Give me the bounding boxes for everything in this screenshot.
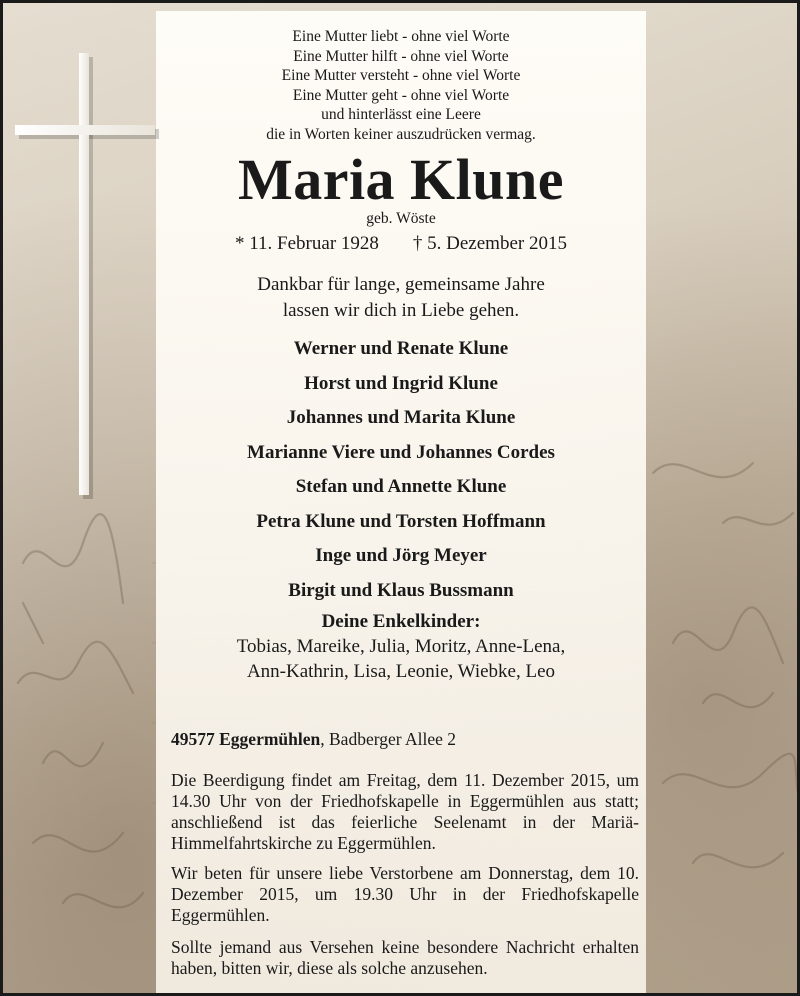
family-list [156,332,646,608]
family-member: Horst und Ingrid Klune [304,372,498,394]
family-member: Inge und Jörg Meyer [315,545,487,566]
family-member: Birgit und Klaus Bussmann [288,579,514,601]
grandchildren-line: Tobias, Mareike, Julia, Moritz, Anne-Lena, [236,636,566,657]
birth-date: * 11. Februar 1928 [235,233,379,254]
poem [156,27,646,144]
family-member: Werner und Renate Klune [293,338,509,359]
poem-line: Eine Mutter hilft - ohne viel Worte [293,47,509,65]
thanks-line: Dankbar für lange, gemeinsame Jahre [257,274,545,295]
grandchildren-names [156,634,646,684]
family-member: Petra Klune und Torsten Hoffmann [256,510,546,532]
family-member: Johannes und Marita Klune [286,407,516,428]
birth-name: geb. Wöste [366,210,436,227]
deceased-name: Maria Klune [237,147,565,212]
family-member: Marianne Viere und Johannes Cordes [247,441,555,463]
life-dates [156,232,646,256]
main-content [156,27,646,684]
address-city: 49577 Eggermühlen [171,729,321,749]
poem-line: Eine Mutter versteht - ohne viel Worte [281,67,521,84]
poem-line: die in Worten keiner auszudrücken vermag. [266,125,536,143]
poem-line: Eine Mutter geht - ohne viel Worte [292,86,510,104]
funeral-notice: Die Beerdigung findet am Freitag, dem 11. Dezember 2015, um 14.30 Uhr von der Friedhofskapelle in Eggermühlen aus statt; anschließend ist das feierliche Seelenamt in der Mariä-Himmelfahrtskirche zu Eggermühlen. [171,770,639,853]
poem-line: und hinterlässt eine Leere [321,106,481,123]
death-date: † 5. Dezember 2015 [412,233,567,254]
grandchildren-title: Deine Enkelkinder: [321,611,481,632]
family-member: Stefan und Annette Klune [295,476,507,497]
cross-icon [13,51,163,501]
address-street: , Badberger Allee 2 [320,729,456,749]
closing-notice: Sollte jemand aus Versehen keine besondere Nachricht erhalten haben, bitten wir, diese als solche anzusehen. [171,937,639,978]
poem-line: Eine Mutter liebt - ohne viel Worte [292,28,510,45]
thanks-text [156,272,646,324]
grandchildren-line: Ann-Kathrin, Lisa, Leonie, Wiebke, Leo [246,661,556,682]
address [171,729,639,750]
thanks-line: lassen wir dich in Liebe gehen. [282,300,520,321]
prayer-notice: Wir beten für unsere liebe Verstorbene am Donnerstag, dem 10. Dezember 2015, um 19.30 Uhr in der Friedhofskapelle Eggermühlen. [171,863,639,925]
